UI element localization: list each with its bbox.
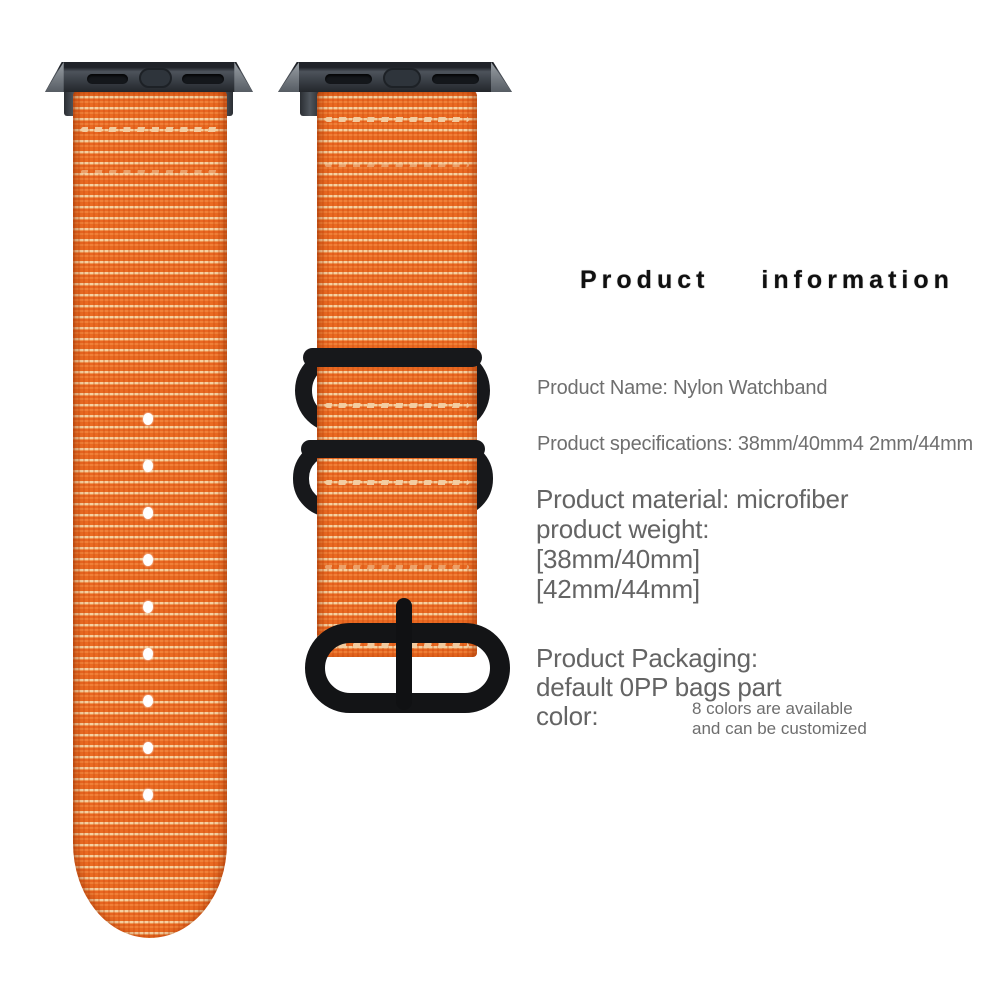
- watch-adapter: [278, 62, 512, 92]
- stitch-seam: [325, 480, 469, 485]
- material-line: [42mm/44mm]: [536, 574, 700, 604]
- material-line: [38mm/40mm]: [536, 544, 700, 574]
- strap-hole: [143, 460, 153, 472]
- adapter-slot: [432, 74, 479, 84]
- material-line: Product material: microfiber: [536, 484, 849, 514]
- packaging-line: color:: [536, 701, 599, 731]
- strap-hole: [143, 554, 153, 566]
- adapter-slot: [87, 74, 129, 84]
- adapter-end-cap: [278, 62, 299, 92]
- adapter-end-cap: [45, 62, 64, 92]
- strap-hole: [143, 507, 153, 519]
- strap-hole: [143, 413, 153, 425]
- stitch-seam: [81, 127, 220, 132]
- stitch-seam: [325, 565, 469, 569]
- stitch-seam: [81, 170, 220, 174]
- strap-hole: [143, 695, 153, 707]
- note-line: and can be customized: [692, 719, 867, 738]
- product-specifications-line: Product specifications: 38mm/40mm4 2mm/44mm: [537, 433, 973, 455]
- stitch-seam: [325, 117, 469, 122]
- material-line: product weight:: [536, 514, 710, 544]
- page-title: Product information: [580, 266, 954, 294]
- adapter-slot: [182, 74, 224, 84]
- stitch-seam: [325, 403, 469, 408]
- adapter-end-cap: [234, 62, 253, 92]
- nylon-strap-tail: [73, 90, 227, 938]
- product-name-line: Product Name: Nylon Watchband: [537, 377, 828, 399]
- note-line: 8 colors are available: [692, 699, 853, 718]
- adapter-slot: [383, 68, 420, 88]
- keeper-ring-front-bar: [301, 440, 485, 458]
- strap-hole: [143, 648, 153, 660]
- strap-hole: [143, 601, 153, 613]
- keeper-ring-front-bar: [303, 348, 482, 367]
- adapter-slot: [325, 74, 372, 84]
- buckle-prong: [396, 598, 412, 710]
- watch-adapter: [45, 62, 253, 92]
- nylon-strap-buckle-side: [317, 90, 477, 657]
- adapter-slot: [139, 68, 172, 88]
- packaging-line: default 0PP bags part: [536, 672, 782, 702]
- product-material-block: [536, 484, 848, 604]
- stitch-seam: [325, 163, 469, 167]
- strap-hole: [143, 742, 153, 754]
- strap-hole: [143, 789, 153, 801]
- packaging-line: Product Packaging:: [536, 643, 758, 673]
- color-availability-note: [692, 699, 867, 739]
- adapter-end-cap: [491, 62, 512, 92]
